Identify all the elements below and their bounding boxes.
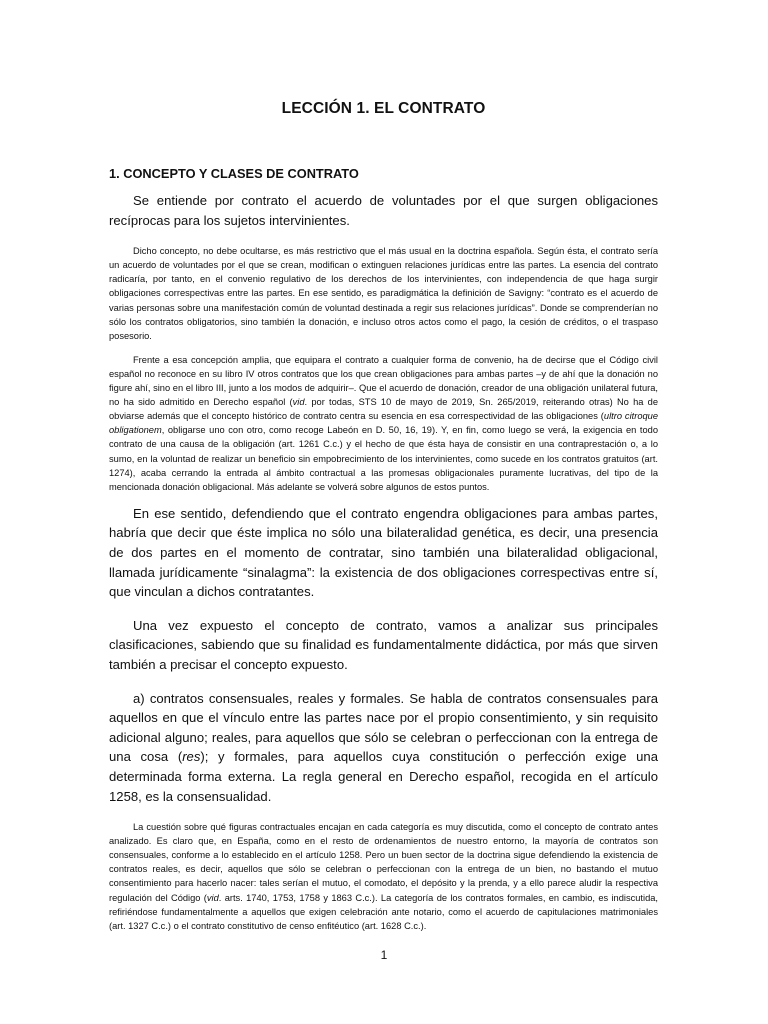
section-heading: 1. CONCEPTO Y CLASES DE CONTRATO: [109, 166, 359, 181]
paragraph-3-text-c: , obligarse uno con otro, como recoge Labeón en D. 50, 16, 19). Y, en fin, como luego se verá, la exigencia en todo contrato de una causa de la obligación (art. 1261 C.c.) y el hecho de que ésta haya de consistir en una contraprestación o, a lo sumo, en la voluntad de realizar un beneficio sin empobrecimiento de los intervinientes, como sucede en los contratos gratuitos (art. 1274), acaba cerrando la entrada al ámbito contractual a las promesas obligacionales puramente lucrativas, del tipo de la mencionada donación obligacional. Más adelante se volverá sobre algunos de estos puntos.: [109, 425, 658, 492]
paragraph-4: En ese sentido, defendiendo que el contrato engendra obligaciones para ambas partes, habría que decir que éste implica no sólo una bilateralidad genética, es decir, una presencia de dos partes en el momento de contratar, sino también una bilateralidad obligacional, llamada jurídicamente “sinalagma”: la existencia de dos obligaciones correspectivas entre sí, que vinculan a dichos contratantes.: [109, 505, 658, 600]
paragraph-3-text-a: Frente a esa concepción amplia, que equipara el contrato a cualquier forma de convenio, ha de decirse que el Código civil español no reconoce en su libro IV otros contratos que los que crean obligaciones para ambas partes –y de ahí que la donación no figure ahí, sino en el libro III, junto a los modos de adquirir–. Que el acuerdo de donación, creador de una obligación unilateral futura, no ha sido admitido en Derecho español (: [109, 354, 658, 408]
paragraph-3-latin: ultro citroque obligationem: [109, 411, 659, 436]
paragraph-2: Dicho concepto, no debe ocultarse, es más restrictivo que el más usual en la doctrina española. Según ésta, el contrato sería un acuerdo de voluntades por el que se crean, modifican o extinguen relaciones jurídicas entre las partes. La esencia del contrato radicaría, por tanto, en el convenio regulativo de los derechos de los intervinientes, con independencia de que haga surgir obligaciones correspectivas entre las partes. En ese sentido, es paradigmática la definición de Savigny: “contrato es el acuerdo de varias personas sobre una manifestación común de voluntad destinada a regir sus relaciones jurídicas”. Donde se comprenderían no sólo los contratos obligatorios, sino también la donación, e incluso otros actos como el pago, la cesión de créditos, o el traspaso posesorio.: [109, 246, 658, 341]
paragraph-3-text-b: . por todas, STS 10 de mayo de 2019, Sn. 265/2019, reiterando otras) No ha de obviarse además que el concepto histórico de contrato centra su esencia en esa correspectividad de las obligaciones (: [109, 397, 658, 422]
page-content: [109, 100, 658, 943]
paragraph-6: [109, 689, 658, 807]
paragraph-7-text-b: . arts. 1740, 1753, 1758 y 1863 C.c.). La categoría de los contratos formales, en cambio, es indiscutida, refiriéndose fundamentalmente a aquellos que exigen celebración ante notario, como el acuerdo de capitulaciones matrimoniales (art. 1327 C.c.) o el contrato constitutivo de censo enfitéutico (art. 1628 C.c.).: [109, 892, 658, 931]
lesson-title: LECCIÓN 1. EL CONTRATO: [281, 100, 486, 117]
paragraph-7: [109, 820, 658, 933]
paragraph-6-res: res: [182, 749, 201, 765]
paragraph-7-text-a: La cuestión sobre qué figuras contractuales encajan en cada categoría es muy discutida, como el concepto de contrato antes analizado. Es claro que, en España, como en el resto de ordenamientos de nuestro entorno, la mayoría de contratos son consensuales, conforme a lo establecido en el artículo 1258. Pero un buen sector de la doctrina sigue defendiendo la existencia de contratos reales, es decir, aquellos que sólo se celebran o perfeccionan con la entrega de un bien, no bastando el mutuo consentimiento para hacerlo nacer: tales serían el mutuo, el comodato, el depósito y la prenda, y a ello parece aludir la respectiva regulación del Código (: [109, 822, 658, 903]
page-number: 1: [380, 948, 388, 962]
paragraph-6-text-a: a) contratos consensuales, reales y formales. Se habla de contratos consensuales para aquellos en que el vínculo entre las partes nace por el propio consentimiento, y sin requisito adicional alguno; reales, para aquellos que sólo se celebran o perfeccionan con la entrega de una cosa (: [109, 690, 658, 765]
paragraph-5: Una vez expuesto el concepto de contrato, vamos a analizar sus principales clasificaciones, sabiendo que su finalidad es fundamentalmente didáctica, por más que sirven también a precisar el concepto expuesto.: [109, 617, 658, 672]
paragraph-3-vid: vid: [292, 397, 305, 408]
paragraph-3: [109, 353, 658, 494]
paragraph-1: Se entiende por contrato el acuerdo de voluntades por el que surgen obligaciones recíprocas para los sujetos intervinientes.: [109, 193, 658, 228]
paragraph-6-text-b: ); y formales, para aquellos cuya constitución o perfección exige una determinada forma externa. La regla general en Derecho español, recogida en el artículo 1258, es la consensualidad.: [109, 749, 658, 804]
paragraph-7-vid: vid: [206, 892, 219, 903]
